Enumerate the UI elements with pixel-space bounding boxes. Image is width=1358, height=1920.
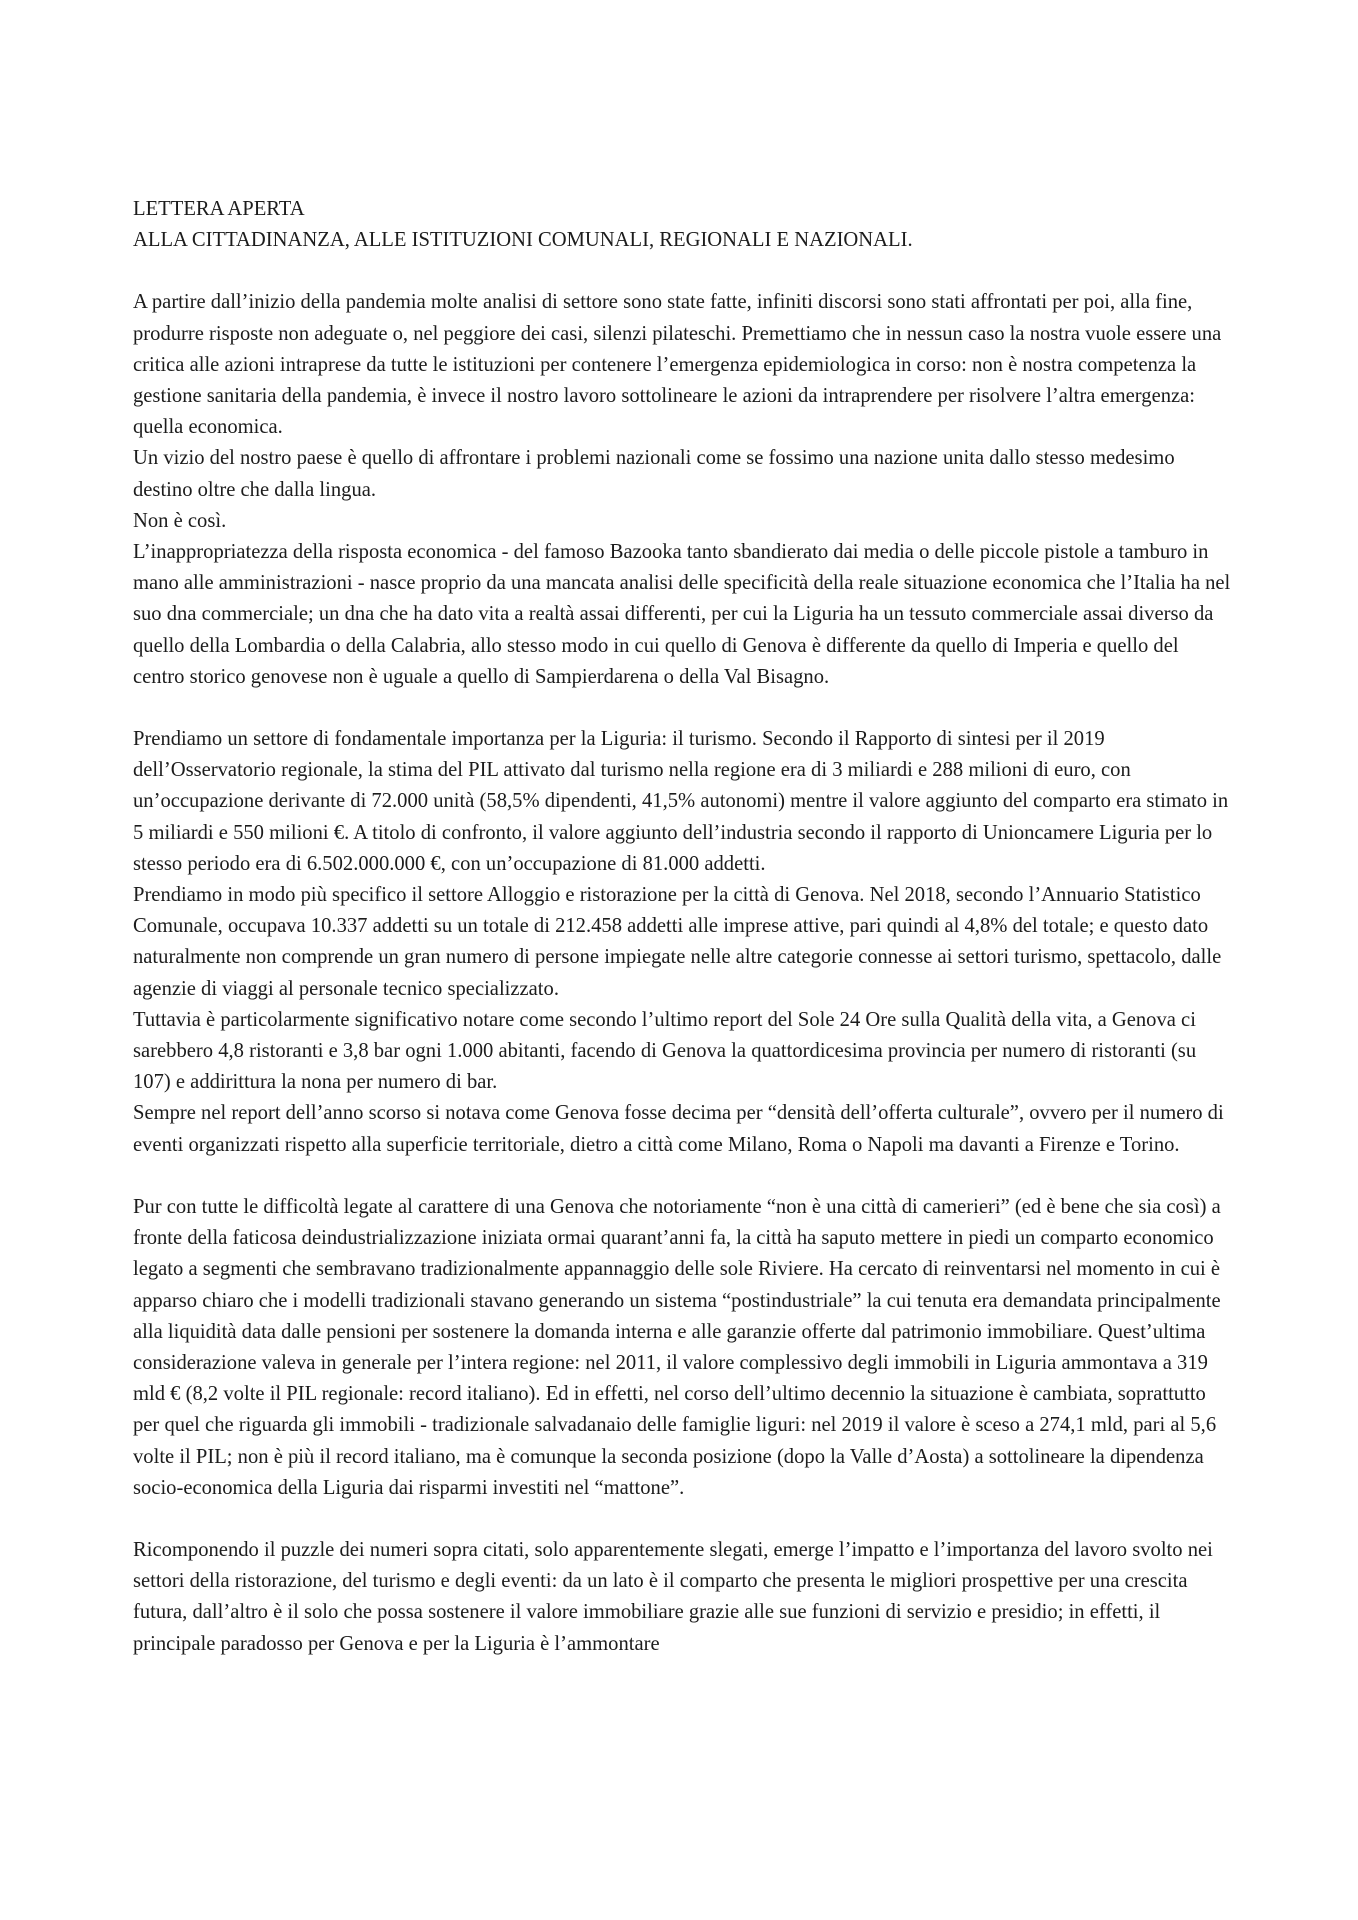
section-tourism — [133, 724, 1233, 1161]
paragraph: Sempre nel report dell’anno scorso si notava come Genova fosse decima per “densità dell’offerta culturale”, ovvero per il numero di eventi organizzati rispetto alla superficie territoriale, dietro a città come Milano, Roma o Napoli ma davanti a Firenze e Torino. — [133, 1102, 1224, 1156]
paragraph: Pur con tutte le difficoltà legate al carattere di una Genova che notoriamente “non è una città di camerieri” (ed è bene che sia così) a fronte della faticosa deindustrializzazione iniziata ormai quarant’anni fa, la città ha saputo mettere in piedi un comparto economico legato a segmenti che sembravano tradizionalmente appannaggio delle sole Riviere. Ha cercato di reinventarsi nel momento in cui è apparso chiaro che i modelli tradizionali stavano generando un sistema “postindustriale” la cui tenuta era demandata principalmente alla liquidità data dalle pensioni per sostenere la domanda interna e alle garanzie offerte dal patrimonio immobiliare. Quest’ultima considerazione valeva in generale per l’intera regione: nel 2011, il valore complessivo degli immobili in Liguria ammontava a 319 mld € (8,2 volte il PIL regionale: record italiano). Ed in effetti, nel corso dell’ultimo decennio la situazione è cambiata, soprattutto per quel che riguarda gli immobili - tradizionale salvadanaio delle famiglie liguri: nel 2019 il valore è sceso a 274,1 mld, pari al 5,6 volte il PIL; non è più il record italiano, ma è comunque la seconda posizione (dopo la Valle d’Aosta) a sottolineare la dipendenza socio-economica della Liguria dai risparmi investiti nel “mattone”. — [133, 1195, 1221, 1499]
letter-title — [133, 194, 1233, 256]
title-line-2: ALLA CITTADINANZA, ALLE ISTITUZIONI COMUNALI, REGIONALI E NAZIONALI. — [133, 229, 913, 252]
paragraph: Tuttavia è particolarmente significativo notare come secondo l’ultimo report del Sole 24 Ore sulla Qualità della vita, a Genova ci sarebbero 4,8 ristoranti e 3,8 bar ogni 1.000 abitanti, facendo di Genova la quattordicesima provincia per numero di ristoranti (su 107) e addirittura la nona per numero di bar. — [133, 1008, 1197, 1094]
paragraph: L’inappropriatezza della risposta economica - del famoso Bazooka tanto sbandierato dai media o delle piccole pistole a tamburo in mano alle amministrazioni - nasce proprio da una mancata analisi delle specificità della reale situazione economica che l’Italia ha nel suo dna commerciale; un dna che ha dato vita a realtà assai differenti, per cui la Liguria ha un tessuto commerciale assai diverso da quello della Lombardia o della Calabria, allo stesso modo in cui quello di Genova è differente da quello di Imperia e quello del centro storico genovese non è uguale a quello di Sampierdarena o della Val Bisagno. — [133, 541, 1231, 688]
section-genova-economy — [133, 1192, 1233, 1504]
paragraph: A partire dall’inizio della pandemia molte analisi di settore sono state fatte, infiniti discorsi sono stati affrontati per poi, alla fine, produrre risposte non adeguate o, nel peggiore dei casi, silenzi pilateschi. Premettiamo che in nessun caso la nostra vuole essere una critica alle azioni intraprese da tutte le istituzioni per contenere l’emergenza epidemiologica in corso: non è nostra competenza la gestione sanitaria della pandemia, è invece il nostro lavoro sottolineare le azioni da intraprendere per risolvere l’altra emergenza: quella economica. — [133, 291, 1222, 439]
paragraph: Ricomponendo il puzzle dei numeri sopra citati, solo apparentemente slegati, emerge l’impatto e l’importanza del lavoro svolto nei settori della ristorazione, del turismo e degli eventi: da un lato è il comparto che presenta le migliori prospettive per una crescita futura, dall’altro è il solo che possa sostenere il valore immobiliare grazie alle sue funzioni di servizio e presidio; in effetti, il principale paradosso per Genova e per la Liguria è l’ammontare — [133, 1538, 1213, 1655]
paragraph: Un vizio del nostro paese è quello di affrontare i problemi nazionali come se fossimo una nazione unita dallo stesso medesimo destino oltre che dalla lingua. — [133, 447, 1175, 501]
letter-page — [133, 194, 1233, 1691]
title-line-1: LETTERA APERTA — [133, 198, 305, 220]
paragraph: Prendiamo un settore di fondamentale importanza per la Liguria: il turismo. Secondo il Rapporto di sintesi per il 2019 dell’Osservatorio regionale, la stima del PIL attivato dal turismo nella regione era di 3 miliardi e 288 milioni di euro, con un’occupazione derivante di 72.000 unità (58,5% dipendenti, 41,5% autonomi) mentre il valore aggiunto del comparto era stimato in 5 miliardi e 550 milioni €. A titolo di confronto, il valore aggiunto dell’industria secondo il rapporto di Unioncamere Liguria per lo stesso periodo era di 6.502.000.000 €, con un’occupazione di 81.000 addetti. — [133, 728, 1229, 875]
section-conclusion — [133, 1535, 1233, 1660]
paragraph: Non è così. — [133, 509, 227, 532]
paragraph: Prendiamo in modo più specifico il settore Alloggio e ristorazione per la città di Genova. Nel 2018, secondo l’Annuario Statistico Comunale, occupava 10.337 addetti su un totale di 212.458 addetti alle imprese attive, pari quindi al 4,8% del totale; e questo dato naturalmente non comprende un gran numero di persone impiegate nelle altre categorie connesse ai settori turismo, spettacolo, dalle agenzie di viaggi al personale tecnico specializzato. — [133, 884, 1222, 1000]
section-introduction — [133, 287, 1233, 693]
